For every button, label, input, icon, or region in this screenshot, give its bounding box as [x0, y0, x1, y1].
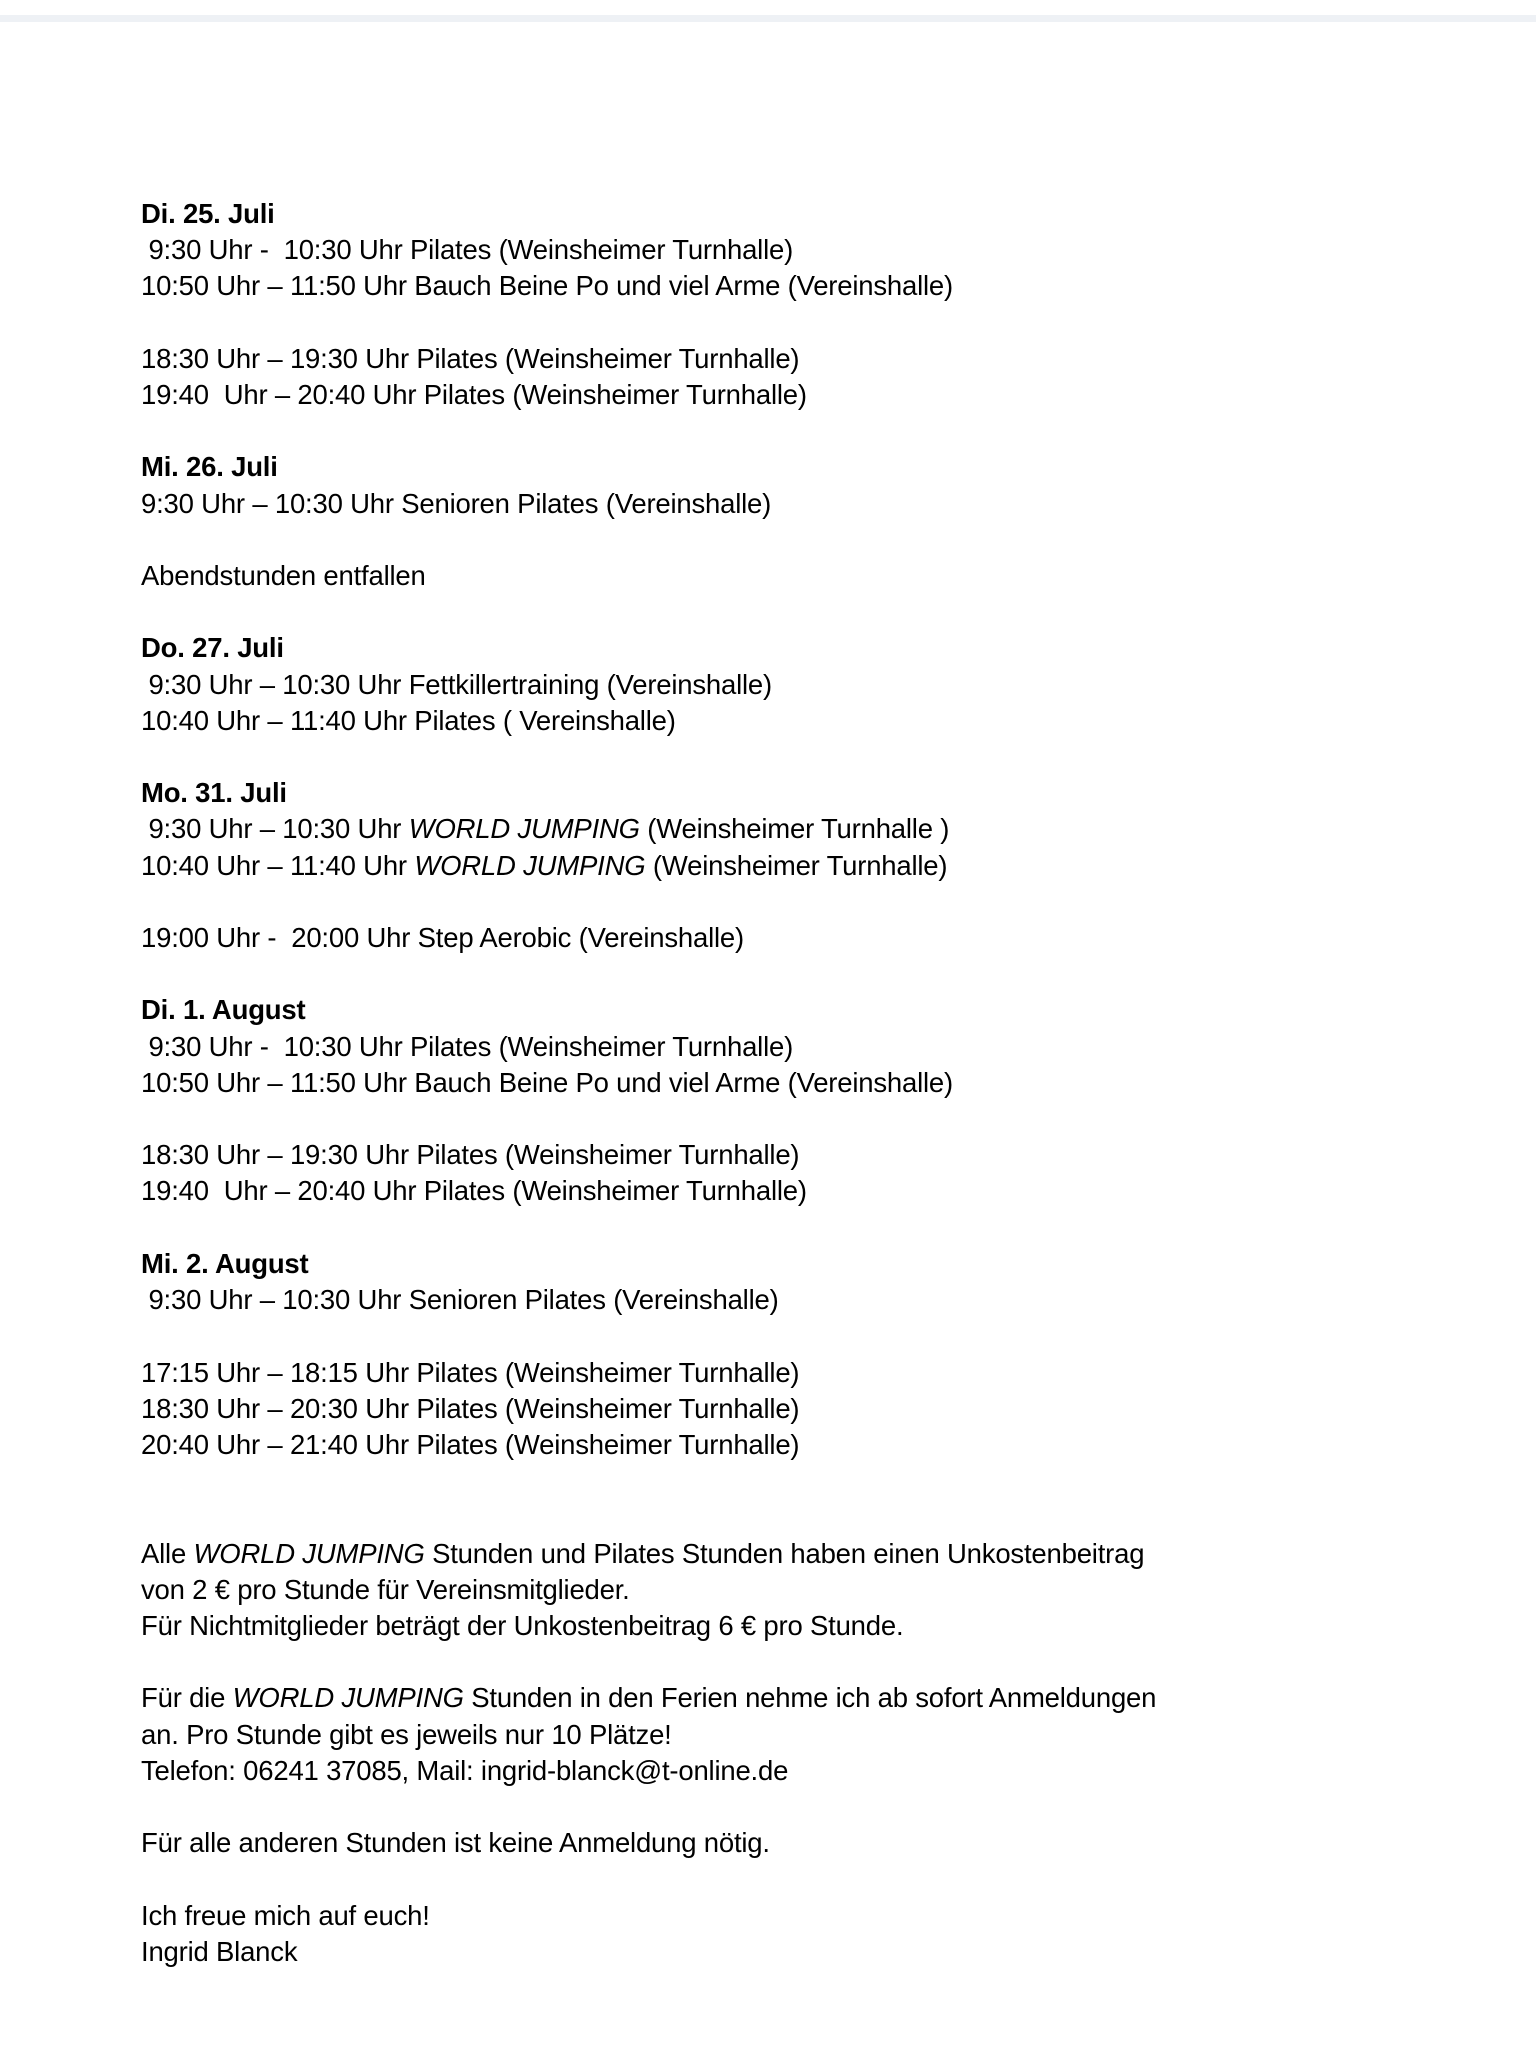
text-run: 10:50 Uhr – 11:50 Uhr Bauch Beine Po und viel Arme (Vereinshalle) [141, 270, 953, 302]
text-run: Di. 1. August [141, 994, 306, 1026]
blank-line [141, 884, 1521, 920]
date-heading [141, 196, 1521, 232]
text-run: 10:40 Uhr – 11:40 Uhr [141, 849, 415, 881]
text-run: Alle [141, 1537, 194, 1569]
blank-line [141, 1789, 1521, 1825]
text-run [141, 741, 148, 772]
blank-line [141, 413, 1521, 449]
emphasized-text-run: WORLD JUMPING [408, 813, 640, 845]
top-divider-bar [0, 15, 1536, 22]
text-run: 9:30 Uhr - 10:30 Uhr Pilates (Weinsheimer Turnhalle) [141, 1030, 794, 1062]
text-run [141, 1791, 148, 1822]
text-run: 18:30 Uhr – 20:30 Uhr Pilates (Weinsheimer Turnhalle) [141, 1392, 800, 1424]
date-heading [141, 630, 1521, 666]
blank-line [141, 1101, 1521, 1137]
document-line [141, 1029, 1521, 1065]
date-heading [141, 775, 1521, 811]
text-run: Ich freue mich auf euch! [141, 1899, 430, 1931]
document-line [141, 1898, 1521, 1934]
blank-line [141, 1861, 1521, 1897]
document-line [141, 1282, 1521, 1318]
text-run: Telefon: 06241 37085, Mail: ingrid-blanck@t-online.de [141, 1754, 789, 1786]
text-run: Mo. 31. Juli [141, 777, 287, 809]
text-run: Abendstunden entfallen [141, 560, 426, 592]
text-run [141, 596, 148, 627]
text-run: 18:30 Uhr – 19:30 Uhr Pilates (Weinsheimer Turnhalle) [141, 1139, 800, 1171]
text-run: (Weinsheimer Turnhalle) [645, 849, 948, 881]
text-run: 9:30 Uhr – 10:30 Uhr [141, 813, 409, 845]
text-run: 19:00 Uhr - 20:00 Uhr Step Aerobic (Vereinshalle) [141, 922, 744, 954]
text-run: (Weinsheimer Turnhalle ) [639, 813, 950, 845]
blank-line [141, 1644, 1521, 1680]
text-run: Stunden und Pilates Stunden haben einen Unkostenbeitrag [424, 1537, 1145, 1569]
text-run [141, 1646, 148, 1677]
text-run: Für alle anderen Stunden ist keine Anmeldung nötig. [141, 1827, 770, 1859]
document-line [141, 377, 1521, 413]
date-heading [141, 992, 1521, 1028]
text-run: 19:40 Uhr – 20:40 Uhr Pilates (Weinsheimer Turnhalle) [141, 1175, 807, 1207]
document-line [141, 811, 1521, 847]
text-run: Für Nichtmitglieder beträgt der Unkostenbeitrag 6 € pro Stunde. [141, 1609, 904, 1641]
blank-line [141, 739, 1521, 775]
document-line [141, 920, 1521, 956]
document-line [141, 1137, 1521, 1173]
text-run: an. Pro Stunde gibt es jeweils nur 10 Plätze! [141, 1718, 672, 1750]
blank-line [141, 1499, 1521, 1535]
blank-line [141, 1210, 1521, 1246]
document-line [141, 558, 1521, 594]
text-run: Di. 25. Juli [141, 198, 275, 229]
text-run: Do. 27. Juli [141, 632, 284, 664]
emphasized-text-run: WORLD JUMPING [232, 1682, 464, 1714]
text-run [141, 1465, 148, 1496]
text-run: Stunden in den Ferien nehme ich ab sofort Anmeldungen [463, 1682, 1157, 1714]
document-line [141, 703, 1521, 739]
text-run: Mi. 26. Juli [141, 451, 278, 483]
document-line [141, 1536, 1521, 1572]
text-run: Ingrid Blanck [141, 1935, 298, 1967]
text-run [141, 1320, 148, 1351]
date-heading [141, 1246, 1521, 1282]
document-line [141, 1825, 1521, 1861]
document-line [141, 1934, 1521, 1970]
document-line [141, 1391, 1521, 1427]
text-run [141, 886, 148, 917]
document-line [141, 1608, 1521, 1644]
document-line [141, 1355, 1521, 1391]
document-line [141, 1753, 1521, 1789]
text-run: 20:40 Uhr – 21:40 Uhr Pilates (Weinsheimer Turnhalle) [141, 1428, 800, 1460]
text-run: 9:30 Uhr - 10:30 Uhr Pilates (Weinsheimer Turnhalle) [141, 234, 794, 266]
text-run [141, 1501, 148, 1532]
document-line [141, 848, 1521, 884]
text-run: Mi. 2. August [141, 1247, 309, 1279]
document-line [141, 667, 1521, 703]
document-line [141, 1173, 1521, 1209]
text-run: Für die [141, 1682, 233, 1714]
document-line [141, 1717, 1521, 1753]
text-run [141, 958, 148, 989]
blank-line [141, 1318, 1521, 1354]
document-line [141, 1065, 1521, 1101]
text-run [141, 415, 148, 446]
text-run: 10:40 Uhr – 11:40 Uhr Pilates ( Vereinshalle) [141, 704, 676, 736]
emphasized-text-run: WORLD JUMPING [414, 849, 646, 881]
document-line [141, 1572, 1521, 1608]
text-run: 18:30 Uhr – 19:30 Uhr Pilates (Weinsheimer Turnhalle) [141, 342, 800, 374]
emphasized-text-run: WORLD JUMPING [193, 1537, 425, 1569]
document-line [141, 341, 1521, 377]
blank-line [141, 305, 1521, 341]
document-line [141, 1680, 1521, 1716]
blank-line [141, 522, 1521, 558]
text-run: 9:30 Uhr – 10:30 Uhr Fettkillertraining (Vereinshalle) [141, 668, 772, 700]
document-line [141, 486, 1521, 522]
document-line [141, 232, 1521, 268]
document-line [141, 268, 1521, 304]
blank-line [141, 956, 1521, 992]
text-run [141, 1212, 148, 1243]
text-run: von 2 € pro Stunde für Vereinsmitglieder. [141, 1573, 630, 1605]
blank-line [141, 1463, 1521, 1499]
blank-line [141, 594, 1521, 630]
document-line [141, 1427, 1521, 1463]
document-body [141, 196, 1521, 1970]
text-run [141, 307, 148, 338]
text-run: 9:30 Uhr – 10:30 Uhr Senioren Pilates (Vereinshalle) [141, 487, 772, 519]
text-run: 19:40 Uhr – 20:40 Uhr Pilates (Weinsheimer Turnhalle) [141, 379, 807, 411]
date-heading [141, 449, 1521, 485]
text-run: 9:30 Uhr – 10:30 Uhr Senioren Pilates (Vereinshalle) [141, 1284, 779, 1316]
text-run [141, 1103, 148, 1134]
text-run: 10:50 Uhr – 11:50 Uhr Bauch Beine Po und viel Arme (Vereinshalle) [141, 1066, 953, 1098]
text-run [141, 1863, 148, 1894]
text-run [141, 524, 148, 555]
text-run: 17:15 Uhr – 18:15 Uhr Pilates (Weinsheimer Turnhalle) [141, 1356, 800, 1388]
